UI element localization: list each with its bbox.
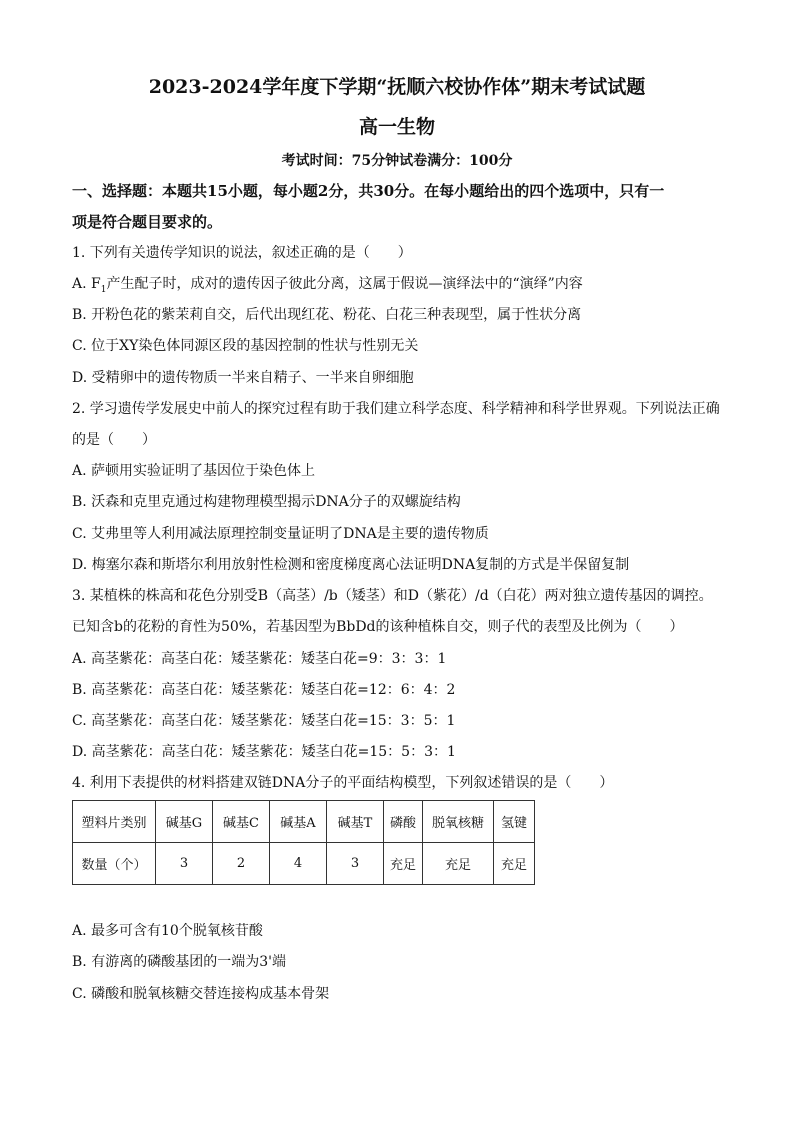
q3-stem-line2: 已知含b的花粉的育性为50%，若基因型为BbDd的该种植株自交，则子代的表型及比例为（ ）	[72, 619, 684, 635]
table-header-cell: 碱基A	[270, 801, 327, 843]
table-header-cell: 塑料片类别	[73, 801, 156, 843]
table-header-cell: 碱基T	[327, 801, 384, 843]
materials-table	[72, 800, 535, 885]
q3-option-c: C. 高茎紫花：高茎白花：矮茎紫花：矮茎白花=15：3：5：1	[72, 713, 456, 729]
q2-option-a: A. 萨顿用实验证明了基因位于染色体上	[72, 463, 316, 479]
q1-stem: 1. 下列有关遗传学知识的说法，叙述正确的是（ ）	[72, 245, 412, 261]
q1-option-d: D. 受精卵中的遗传物质一半来自精子、一半来自卵细胞	[72, 370, 414, 386]
q4-option-c: C. 磷酸和脱氧核糖交替连接构成基本骨架	[72, 986, 330, 1002]
section-heading-line2: 项是符合题目要求的。	[72, 213, 223, 231]
table-header-cell: 氢键	[494, 801, 535, 843]
table-cell: 2	[213, 843, 270, 885]
q3-stem-line1: 3. 某植株的株高和花色分别受B（高茎）/b（矮茎）和D（紫花）/d（白花）两对独立遗传基因的调控。	[72, 588, 713, 604]
exam-info: 考试时间：75分钟试卷满分：100分	[281, 153, 513, 169]
q1-option-a-sub: 1	[100, 284, 107, 295]
subject-title: 高一生物	[358, 116, 435, 138]
table-row	[73, 843, 535, 885]
table-header-row	[73, 801, 535, 843]
q1-option-b: B. 开粉色花的紫茉莉自交，后代出现红花、粉花、白花三种表现型，属于性状分离	[72, 307, 582, 323]
q4-stem: 4. 利用下表提供的材料搭建双链DNA分子的平面结构模型，下列叙述错误的是（ ）	[72, 775, 614, 791]
section-heading-line1: 一、选择题：本题共15小题，每小题2分，共30分。在每小题给出的四个选项中，只有一	[72, 182, 665, 200]
q1-option-a-pre: A. F	[72, 276, 101, 292]
q2-option-b: B. 沃森和克里克通过构建物理模型揭示DNA分子的双螺旋结构	[72, 494, 461, 510]
exam-title: 2023-2024学年度下学期“抚顺六校协作体”期末考试试题	[148, 76, 646, 98]
table-cell: 3	[156, 843, 213, 885]
table-header-cell: 碱基C	[213, 801, 270, 843]
q3-option-b: B. 高茎紫花：高茎白花：矮茎紫花：矮茎白花=12：6：4：2	[72, 682, 456, 698]
q1-option-c: C. 位于XY染色体同源区段的基因控制的性状与性别无关	[72, 338, 419, 354]
q2-option-c: C. 艾弗里等人利用减法原理控制变量证明了DNA是主要的遗传物质	[72, 526, 489, 542]
table-cell: 充足	[423, 843, 494, 885]
q2-option-d: D. 梅塞尔森和斯塔尔利用放射性检测和密度梯度离心法证明DNA复制的方式是半保留复制	[72, 557, 630, 573]
q3-option-a: A. 高茎紫花：高茎白花：矮茎紫花：矮茎白花=9：3：3：1	[72, 651, 447, 667]
table-cell: 4	[270, 843, 327, 885]
table-cell: 充足	[384, 843, 423, 885]
q1-option-a-post: 产生配子时，成对的遗传因子彼此分离，这属于假说—演绎法中的“演绎”内容	[106, 276, 583, 292]
q4-option-b: B. 有游离的磷酸基团的一端为3'端	[72, 954, 286, 970]
q1-option-a	[72, 274, 732, 300]
table-header-cell: 脱氧核糖	[423, 801, 494, 843]
q3-option-d: D. 高茎紫花：高茎白花：矮茎紫花：矮茎白花=15：5：3：1	[72, 744, 456, 760]
q4-option-a: A. 最多可含有10个脱氧核苷酸	[72, 923, 263, 939]
q2-stem-line1: 2. 学习遗传学发展史中前人的探究过程有助于我们建立科学态度、科学精神和科学世界观。下列说法正确	[72, 401, 720, 417]
table-header-cell: 磷酸	[384, 801, 423, 843]
table-header-cell: 碱基G	[156, 801, 213, 843]
q2-stem-line2: 的是（ ）	[72, 432, 156, 448]
table-cell: 3	[327, 843, 384, 885]
table-cell: 充足	[494, 843, 535, 885]
table-cell: 数量（个）	[73, 843, 156, 885]
